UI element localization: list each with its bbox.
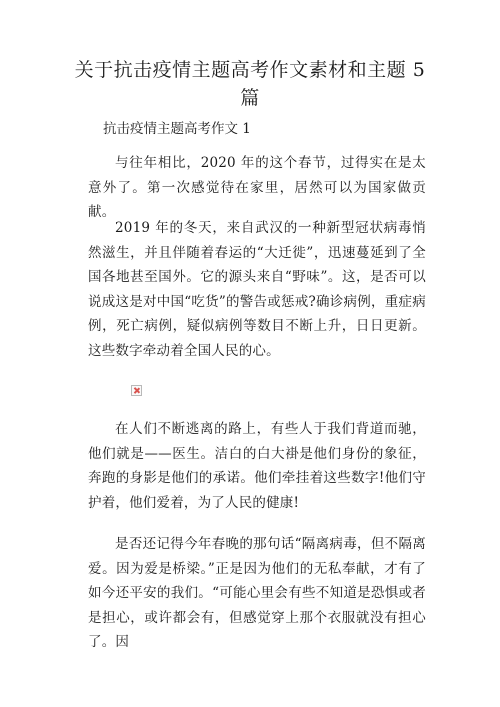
paragraph-2: 2019 年的冬天，来自武汉的一种新型冠状病毒悄然滋生，并且伴随着春运的“大迁徙”，迅速蔓延到了全国各地甚至国外。它的源头来自“野味”。这，是否可以说成这是对中国“吃货”的警告或惩戒?确诊病例，重症病例，死亡病例，疑似病例等数目不断上升，日日更新。这些数字牵动着全国人民的心。: [88, 220, 426, 359]
essay-subtitle: 抗击疫情主题高考作文 1: [103, 121, 251, 137]
paragraph-3: 在人们不断逃离的路上，有些人于我们背道而驰，他们就是——医生。洁白的白大褂是他们身份的象征，奔跑的身影是他们的承诺。他们牵挂着这些数字!他们守护着，他们爱着，为了人民的健康!: [88, 421, 426, 511]
paragraph-4: 是否还记得今年春晚的那句话“隔离病毒，但不隔离爱。因为爱是桥梁。”正是因为他们的无私奉献，才有了如今还平安的我们。“可能心里会有些不知道是恐惧或者是担心，或许都会有，但感觉穿上那个衣服就没有担心了。因: [88, 536, 426, 650]
broken-image-icon: [131, 385, 142, 396]
document-title: 关于抗击疫情主题高考作文素材和主题 5 篇: [74, 59, 426, 109]
paragraph-1: 与往年相比，2020 年的这个春节，过得实在是太意外了。第一次感觉待在家里，居然可以为国家做贡献。: [88, 155, 426, 220]
